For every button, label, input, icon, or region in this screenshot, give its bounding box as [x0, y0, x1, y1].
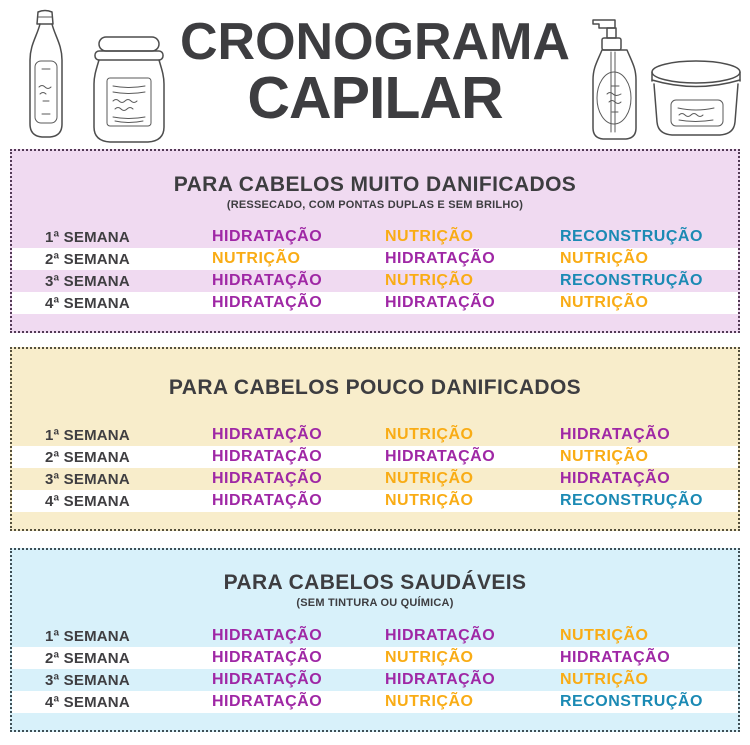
- section-subtitle: (SEM TINTURA OU QUÍMICA): [296, 597, 454, 609]
- treatment-cell: HIDRATAÇÃO: [212, 492, 323, 509]
- section-title: PARA CABELOS POUCO DANIFICADOS: [168, 376, 582, 399]
- treatment-cell: NUTRIÇÃO: [385, 693, 474, 710]
- treatment-cell: HIDRATAÇÃO: [385, 627, 496, 644]
- treatment-cell: HIDRATAÇÃO: [385, 448, 496, 465]
- treatment-cell: HIDRATAÇÃO: [212, 294, 323, 311]
- treatment-cell: NUTRIÇÃO: [560, 250, 649, 267]
- table-row: [12, 226, 738, 248]
- treatment-cell: NUTRIÇÃO: [385, 426, 474, 443]
- week-label: 4ª SEMANA: [45, 294, 130, 312]
- week-label: 1ª SEMANA: [45, 228, 130, 246]
- treatment-cell: HIDRATAÇÃO: [212, 671, 323, 688]
- week-label: 3ª SEMANA: [45, 470, 130, 488]
- section-title: PARA CABELOS SAUDÁVEIS: [223, 571, 527, 594]
- treatment-cell: NUTRIÇÃO: [385, 492, 474, 509]
- table-row: [12, 270, 738, 292]
- schedule-table: [12, 424, 738, 512]
- treatment-cell: HIDRATAÇÃO: [560, 470, 671, 487]
- table-row: [12, 647, 738, 669]
- treatment-cell: RECONSTRUÇÃO: [560, 272, 703, 289]
- week-label: 2ª SEMANA: [45, 649, 130, 667]
- treatment-cell: NUTRIÇÃO: [560, 294, 649, 311]
- treatment-cell: HIDRATAÇÃO: [212, 627, 323, 644]
- treatment-cell: HIDRATAÇÃO: [212, 649, 323, 666]
- treatment-cell: NUTRIÇÃO: [385, 649, 474, 666]
- section-muito-danificados: [10, 149, 740, 333]
- treatment-cell: NUTRIÇÃO: [560, 448, 649, 465]
- table-row: [12, 424, 738, 446]
- section-title: PARA CABELOS MUITO DANIFICADOS: [173, 173, 577, 196]
- treatment-cell: NUTRIÇÃO: [560, 671, 649, 688]
- treatment-cell: RECONSTRUÇÃO: [560, 228, 703, 245]
- week-label: 3ª SEMANA: [45, 272, 130, 290]
- week-label: 4ª SEMANA: [45, 693, 130, 711]
- week-label: 2ª SEMANA: [45, 250, 130, 268]
- week-label: 3ª SEMANA: [45, 671, 130, 689]
- treatment-cell: NUTRIÇÃO: [385, 272, 474, 289]
- treatment-cell: NUTRIÇÃO: [385, 228, 474, 245]
- treatment-cell: HIDRATAÇÃO: [385, 250, 496, 267]
- table-row: [12, 248, 738, 270]
- treatment-cell: HIDRATAÇÃO: [212, 448, 323, 465]
- treatment-cell: NUTRIÇÃO: [385, 470, 474, 487]
- section-saudaveis: [10, 548, 740, 732]
- table-row: [12, 625, 738, 647]
- treatment-cell: RECONSTRUÇÃO: [560, 492, 703, 509]
- treatment-cell: HIDRATAÇÃO: [385, 671, 496, 688]
- schedule-table: [12, 625, 738, 713]
- table-row: [12, 490, 738, 512]
- treatment-cell: HIDRATAÇÃO: [212, 272, 323, 289]
- treatment-cell: NUTRIÇÃO: [212, 250, 301, 267]
- table-row: [12, 446, 738, 468]
- section-pouco-danificados: [10, 347, 740, 531]
- treatment-cell: HIDRATAÇÃO: [560, 426, 671, 443]
- treatment-cell: NUTRIÇÃO: [560, 627, 649, 644]
- table-row: [12, 468, 738, 490]
- week-label: 2ª SEMANA: [45, 448, 130, 466]
- week-label: 1ª SEMANA: [45, 627, 130, 645]
- table-row: [12, 691, 738, 713]
- treatment-cell: HIDRATAÇÃO: [212, 693, 323, 710]
- treatment-cell: HIDRATAÇÃO: [560, 649, 671, 666]
- week-label: 1ª SEMANA: [45, 426, 130, 444]
- table-row: [12, 669, 738, 691]
- treatment-cell: RECONSTRUÇÃO: [560, 693, 703, 710]
- table-row: [12, 292, 738, 314]
- treatment-cell: HIDRATAÇÃO: [212, 426, 323, 443]
- week-label: 4ª SEMANA: [45, 492, 130, 510]
- page-title-line2: CAPILAR: [247, 65, 503, 131]
- section-subtitle: (RESSECADO, COM PONTAS DUPLAS E SEM BRILHO): [226, 199, 524, 211]
- treatment-cell: HIDRATAÇÃO: [212, 470, 323, 487]
- page-title-line1: CRONOGRAMA: [180, 13, 570, 71]
- schedule-table: [12, 226, 738, 314]
- treatment-cell: HIDRATAÇÃO: [385, 294, 496, 311]
- treatment-cell: HIDRATAÇÃO: [212, 228, 323, 245]
